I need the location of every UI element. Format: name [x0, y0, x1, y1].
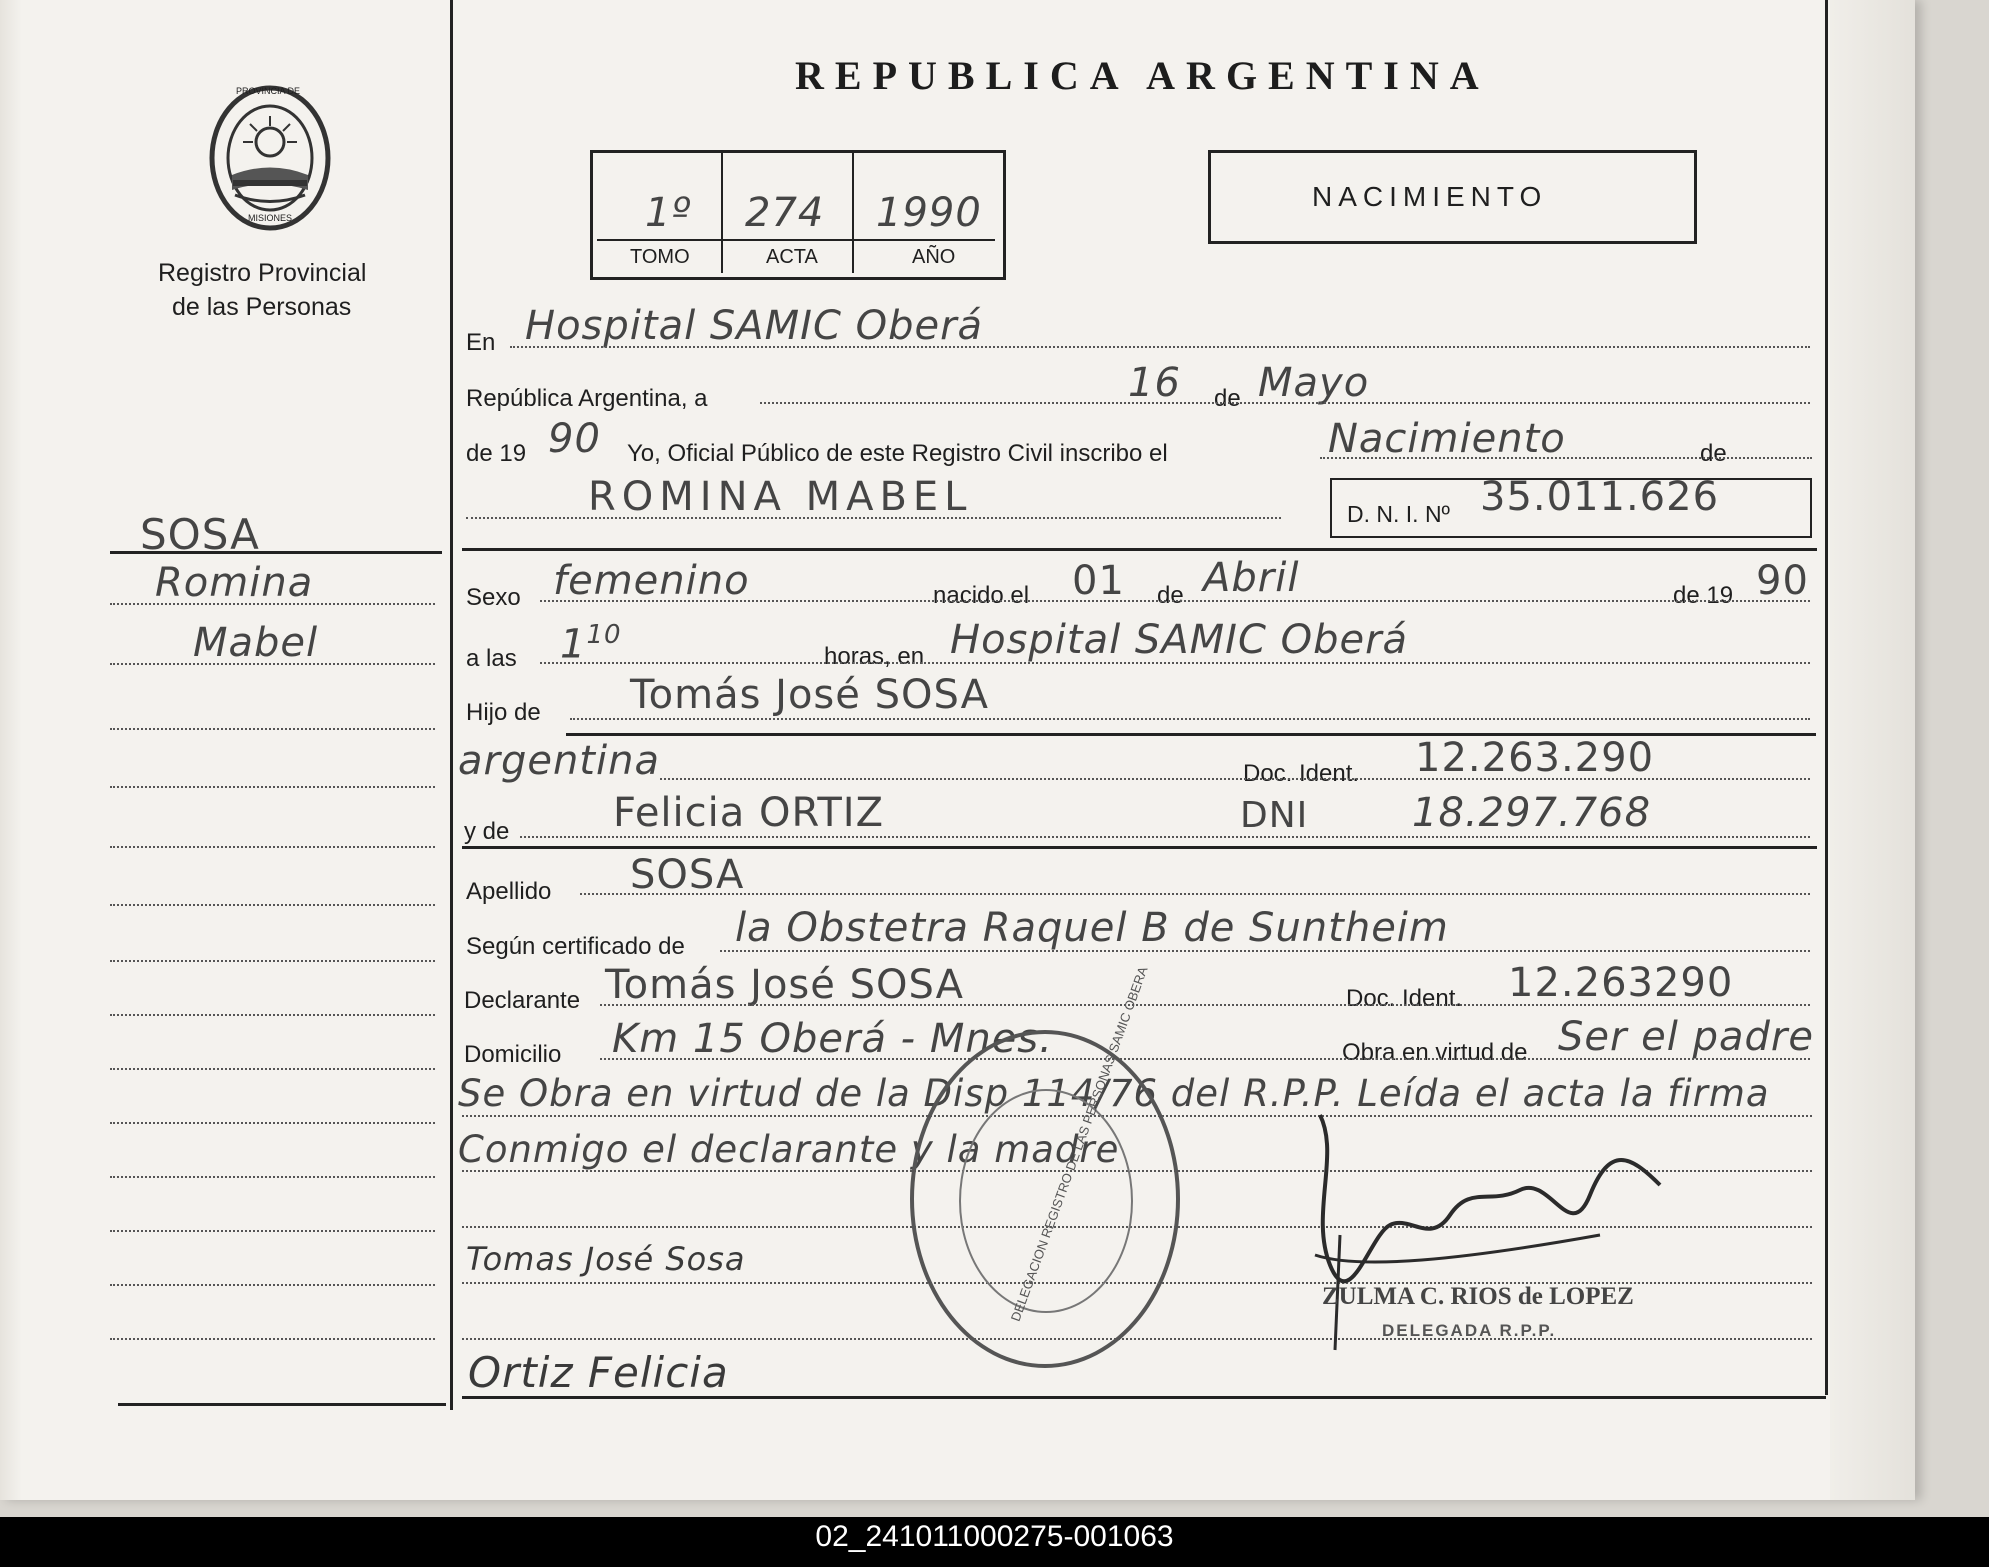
registry-name-line1: Registro Provincial	[158, 259, 367, 287]
apellido-line	[580, 893, 1810, 895]
declarante-line	[600, 1004, 1810, 1006]
day-month-separator: de	[1214, 385, 1241, 412]
registration-month: Mayo	[1258, 360, 1370, 406]
margin-first-name: Romina	[155, 560, 314, 606]
father-doc-label: Doc. Ident.	[1243, 760, 1360, 787]
declarante-doc-value: 12.263290	[1508, 960, 1734, 1006]
domicilio-line	[600, 1058, 1810, 1060]
name-line	[466, 517, 1281, 519]
hour-line	[540, 662, 1810, 664]
margin-line	[110, 1338, 435, 1340]
act-kind-line	[1320, 457, 1812, 459]
dni-value: 35.011.626	[1480, 474, 1720, 520]
person-name: ROMINA MABEL	[588, 474, 973, 520]
margin-middle-name: Mabel	[193, 620, 319, 666]
birth-hour	[560, 620, 622, 667]
registration-day: 16	[1128, 360, 1181, 406]
page-binding-edge	[0, 0, 22, 1500]
section-rule-3	[462, 846, 1817, 849]
official-name: ZULMA C. RIOS de LOPEZ	[1322, 1283, 1634, 1310]
tomo-value: 1º	[645, 190, 692, 236]
margin-line	[110, 904, 435, 906]
birth-hour-superscript: 10	[586, 620, 622, 650]
horas-label: horas, en	[824, 643, 925, 670]
record-type: NACIMIENTO	[1312, 181, 1548, 212]
mother-line	[520, 836, 1810, 838]
margin-line	[110, 1122, 435, 1124]
mother-doc-value: 18.297.768	[1412, 790, 1652, 836]
margin-line	[110, 728, 435, 730]
reference-label-rule	[597, 239, 995, 241]
place-line	[510, 346, 1810, 348]
apellido-value: SOSA	[630, 852, 745, 898]
registration-year: 90	[548, 416, 601, 462]
bottom-rule-left	[118, 1403, 446, 1406]
seal-text-top: PROVINCIA DE	[236, 86, 301, 96]
margin-line	[110, 1176, 435, 1178]
date-line	[760, 402, 1810, 404]
father-line	[570, 718, 1810, 720]
registration-place: Hospital SAMIC Oberá	[525, 303, 984, 349]
en-label: En	[466, 329, 496, 356]
margin-line	[110, 663, 435, 665]
father-doc-value: 12.263.290	[1415, 735, 1655, 781]
obra-value: Ser el padre	[1558, 1014, 1814, 1060]
anio-value: 1990	[876, 190, 982, 236]
sexo-label: Sexo	[466, 584, 521, 611]
act-kind: Nacimiento	[1328, 416, 1566, 462]
seal-text-bottom: MISIONES	[248, 213, 293, 223]
a-las-label: a las	[466, 645, 517, 672]
birth-month: Abril	[1203, 555, 1300, 601]
father-name: Tomás José SOSA	[630, 672, 989, 718]
note-line-2: Conmigo el declarante y la madre	[458, 1128, 1120, 1171]
birth-year-prefix: de 19	[1673, 582, 1734, 609]
note-line-1: Se Obra en virtud de la Disp 114/76 del R.P.P. Leída el acta la firma	[458, 1072, 1770, 1115]
certificado-line	[720, 950, 1810, 952]
declarante-doc-label: Doc. Ident.	[1346, 985, 1463, 1012]
official-title: DELEGADA R.P.P.	[1382, 1321, 1557, 1340]
declarant-signature: Tomas José Sosa	[466, 1240, 746, 1278]
registry-name-line2: de las Personas	[172, 293, 352, 321]
margin-line	[110, 1068, 435, 1070]
anio-label: AÑO	[912, 246, 956, 268]
year-prefix: de 19	[466, 440, 527, 467]
segun-label: Según certificado de	[466, 933, 685, 960]
tomo-label: TOMO	[630, 246, 690, 268]
image-caption: 02_241011000275-001063	[815, 1520, 1174, 1553]
margin-line	[110, 603, 435, 605]
birth-place: Hospital SAMIC Oberá	[950, 617, 1409, 663]
birth-hour-value: 1	[560, 621, 587, 668]
apellido-label: Apellido	[466, 878, 552, 905]
official-stamp	[910, 1030, 1180, 1368]
y-de-label: y de	[464, 818, 510, 845]
republica-label: República Argentina, a	[466, 385, 708, 412]
certificado-value: la Obstetra Raquel B de Suntheim	[735, 905, 1449, 951]
mother-name: Felicia ORTIZ	[613, 790, 884, 836]
left-column-divider	[450, 0, 453, 1410]
section-rule-1	[462, 548, 1817, 551]
acta-value: 274	[745, 190, 825, 236]
birth-line	[540, 600, 1810, 602]
margin-line	[110, 1230, 435, 1232]
mother-doc-type: DNI	[1240, 795, 1309, 836]
domicilio-label: Domicilio	[464, 1041, 562, 1068]
margin-line	[110, 1014, 435, 1016]
margin-line	[110, 846, 435, 848]
margin-surname: SOSA	[140, 510, 260, 559]
margin-line	[110, 786, 435, 788]
de-label: de	[1700, 440, 1727, 467]
margin-line	[110, 960, 435, 962]
page-right-edge	[1830, 0, 1915, 1500]
birth-year: 90	[1756, 558, 1809, 604]
official-stamp-text: DELEGACION REGISTRO DE LAS PERSONAS SAMIC OBERA	[1007, 964, 1151, 1324]
declarante-label: Declarante	[464, 987, 581, 1014]
oficial-statement: Yo, Oficial Público de este Registro Civil inscribo el	[627, 440, 1168, 467]
mother-signature: Ortiz Felicia	[468, 1348, 729, 1397]
obra-label: Obra en virtud de	[1342, 1039, 1528, 1066]
domicilio-value: Km 15 Oberá - Mnes.	[612, 1016, 1053, 1062]
nationality-line	[660, 778, 1810, 780]
declarante-value: Tomás José SOSA	[605, 962, 964, 1008]
hijo-label: Hijo de	[466, 699, 541, 726]
sexo-value: femenino	[553, 558, 750, 604]
reference-divider-1	[721, 153, 723, 273]
country-title: REPUBLICA ARGENTINA	[795, 53, 1490, 98]
father-nationality: argentina	[458, 738, 660, 784]
margin-line	[110, 1284, 435, 1286]
acta-label: ACTA	[766, 246, 818, 268]
provincial-coat-of-arms-icon	[205, 80, 335, 235]
nacido-label: nacido el	[933, 582, 1030, 609]
official-signature-icon	[1300, 1095, 1690, 1355]
dni-label: D. N. I. Nº	[1347, 501, 1450, 527]
birth-day: 01	[1072, 558, 1125, 604]
birth-day-month-separator: de	[1157, 582, 1184, 609]
right-border	[1825, 0, 1828, 1395]
reference-divider-2	[852, 153, 854, 273]
